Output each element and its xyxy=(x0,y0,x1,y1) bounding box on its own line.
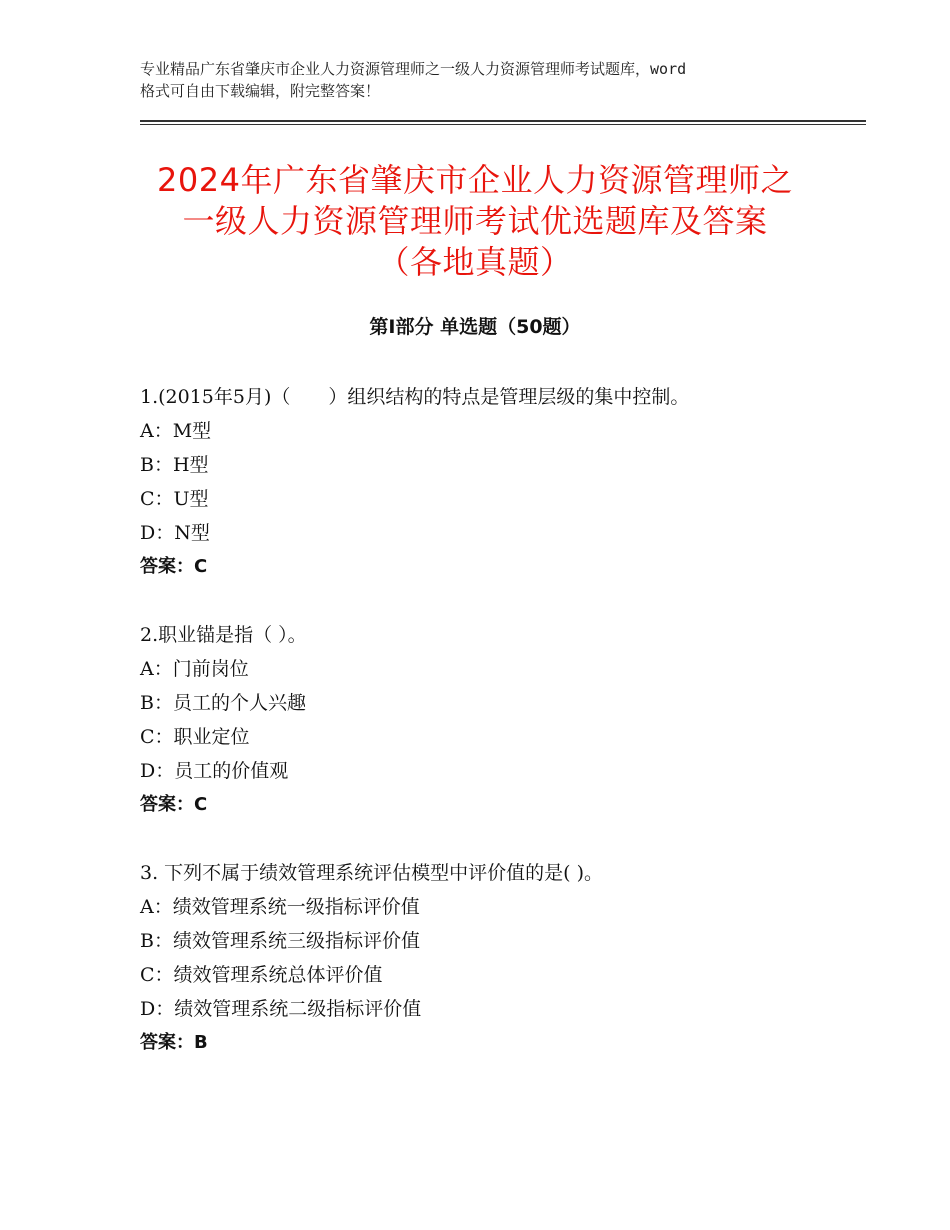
answer: 答案：C xyxy=(140,794,208,815)
option-a: A：M型 xyxy=(140,420,212,442)
option-a: A：绩效管理系统一级指标评价值 xyxy=(140,896,420,918)
question-stem: 2.职业锚是指（ ）。 xyxy=(140,624,307,646)
question-2 xyxy=(140,620,860,824)
answer: 答案：B xyxy=(140,1032,208,1053)
option-b: B：员工的个人兴趣 xyxy=(140,692,306,714)
option-b: B：H型 xyxy=(140,454,209,476)
option-d: D：绩效管理系统二级指标评价值 xyxy=(140,998,422,1020)
option-b: B：绩效管理系统三级指标评价值 xyxy=(140,930,420,952)
question-list xyxy=(140,382,860,1096)
question-3 xyxy=(140,858,860,1062)
option-c: C：绩效管理系统总体评价值 xyxy=(140,964,383,986)
title-line-3: （各地真题） xyxy=(377,243,573,281)
option-c: C：职业定位 xyxy=(140,726,250,748)
document-title xyxy=(120,160,830,283)
option-d: D：员工的价值观 xyxy=(140,760,289,782)
option-a: A：门前岗位 xyxy=(140,658,249,680)
option-c: C：U型 xyxy=(140,488,209,510)
title-line-1: 2024年广东省肇庆市企业人力资源管理师之 xyxy=(157,161,793,199)
header-note-line-2: 格式可自由下载编辑，附完整答案！ xyxy=(140,82,381,100)
header-divider xyxy=(140,120,866,125)
option-d: D：N型 xyxy=(140,522,210,544)
question-1 xyxy=(140,382,860,586)
question-stem: 3. 下列不属于绩效管理系统评估模型中评价值的是( )。 xyxy=(140,862,604,884)
header-note-line-1: 专业精品广东省肇庆市企业人力资源管理师之一级人力资源管理师考试题库，word xyxy=(140,60,687,78)
section-title: 第Ⅰ部分 单选题（50题） xyxy=(369,316,581,338)
title-line-2: 一级人力资源管理师考试优选题库及答案 xyxy=(182,202,768,240)
question-stem: 1.(2015年5月)（ ）组织结构的特点是管理层级的集中控制。 xyxy=(140,386,690,408)
answer: 答案：C xyxy=(140,556,208,577)
header-note xyxy=(140,58,840,102)
